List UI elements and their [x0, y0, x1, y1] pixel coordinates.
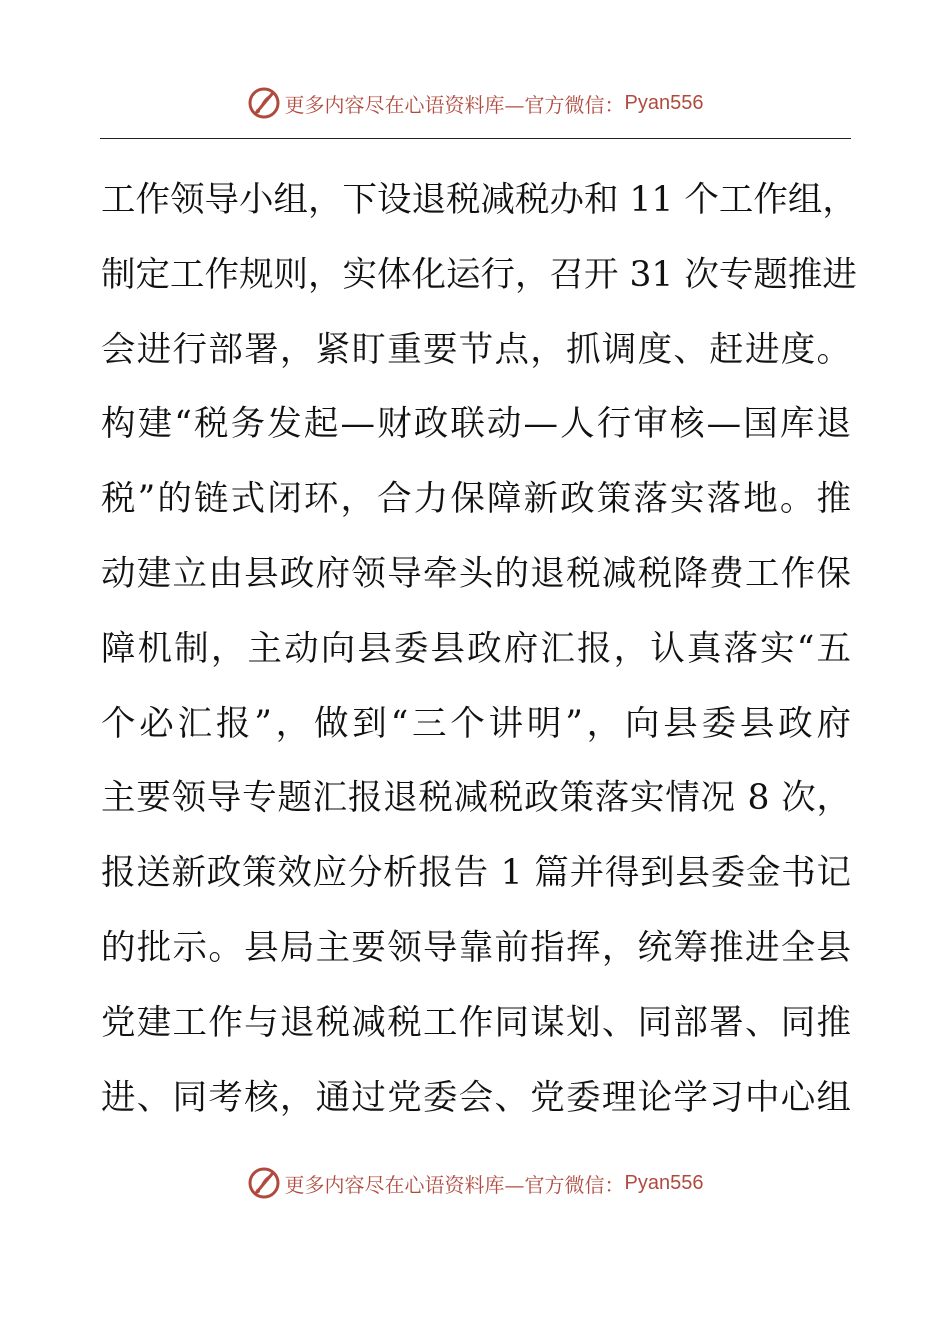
body-line: 构建“税务发起—财政联动—人行审核—国库退 — [101, 404, 851, 445]
body-line: 税”的链式闭环，合力保障新政策落实落地。推 — [101, 479, 851, 520]
body-line: 个必汇报”，做到“三个讲明”，向县委县政府 — [101, 703, 851, 744]
footer-banner — [0, 1163, 950, 1203]
body-line: 主要领导专题汇报退税减税政策落实情况 8 次， — [101, 778, 851, 819]
body-line: 的批示。县局主要领导靠前指挥，统筹推进全县 — [101, 927, 851, 968]
header-divider — [100, 138, 851, 139]
footer-wechat-id: Pyan556 — [624, 1171, 704, 1194]
footer-banner-text: 更多内容尽在心语资料库—官方微信： — [284, 1172, 625, 1197]
body-line: 进、同考核，通过党委会、党委理论学习中心组 — [101, 1077, 851, 1118]
quill-logo-icon — [247, 86, 281, 120]
body-line: 制定工作规则，实体化运行，召开 31 次专题推进 — [101, 254, 857, 295]
header-banner-text: 更多内容尽在心语资料库—官方微信： — [284, 92, 625, 117]
body-line: 党建工作与退税减税工作同谋划、同部署、同推 — [101, 1002, 851, 1043]
body-line: 动建立由县政府领导牵头的退税减税降费工作保 — [101, 553, 851, 594]
body-line: 报送新政策效应分析报告 1 篇并得到县委金书记 — [101, 853, 851, 894]
body-line: 工作领导小组，下设退税减税办和 11 个工作组， — [101, 180, 857, 220]
header-wechat-id: Pyan556 — [624, 91, 704, 114]
quill-logo-icon — [247, 1166, 281, 1200]
body-line: 障机制，主动向县委县政府汇报，认真落实“五 — [101, 628, 851, 669]
header-banner — [0, 83, 950, 123]
body-line: 会进行部署，紧盯重要节点，抓调度、赶进度。 — [101, 329, 851, 370]
document-body — [101, 163, 857, 1135]
